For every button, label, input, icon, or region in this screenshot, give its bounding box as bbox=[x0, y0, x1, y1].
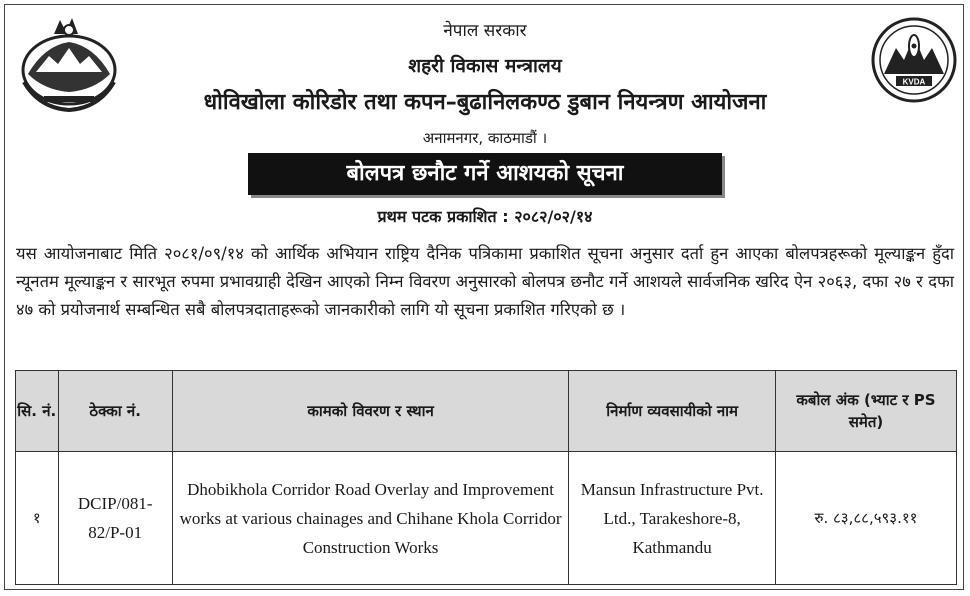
header-description: कामको विवरण र स्थान bbox=[172, 371, 569, 452]
bid-selection-table bbox=[15, 370, 957, 585]
header-contractor: निर्माण व्यवसायीको नाम bbox=[569, 371, 776, 452]
ministry-name: शहरी विकास मन्त्रालय bbox=[408, 55, 562, 77]
cell-sn: १ bbox=[16, 452, 59, 585]
header-sn: सि. नं. bbox=[16, 371, 59, 452]
header-contract-no: ठेक्का नं. bbox=[58, 371, 172, 452]
cell-contractor: Mansun Infrastructure Pvt. Ltd., Tarakeshore-8, Kathmandu bbox=[569, 452, 776, 585]
kvda-logo-text: KVDA bbox=[902, 77, 926, 87]
project-location: अनामनगर, काठमाडौं । bbox=[422, 129, 548, 147]
cell-description: Dhobikhola Corridor Road Overlay and Improvement works at various chainages and Chihane Khola Corridor Construction Works bbox=[172, 452, 569, 585]
notice-title-banner: बोलपत्र छनौट गर्ने आशयको सूचना bbox=[248, 153, 722, 195]
project-name: धोविखोला कोरिडोर तथा कपन–बुढानिलकण्ठ डुबान नियन्त्रण आयोजना bbox=[203, 90, 767, 115]
header-bid-amount: कबोल अंक (भ्याट र PS समेत) bbox=[775, 371, 956, 452]
table-header-row bbox=[16, 371, 957, 452]
government-name: नेपाल सरकार bbox=[443, 21, 527, 41]
table-row bbox=[16, 452, 957, 585]
cell-bid-amount: रु. ८३,८८,५९३.११ bbox=[775, 452, 956, 585]
cell-contract-no: DCIP/081-82/P-01 bbox=[58, 452, 172, 585]
notice-body: यस आयोजनाबाट मिति २०८१/०९/१४ को आर्थिक अभियान राष्ट्रिय दैनिक पत्रिकामा प्रकाशित सूचना अनुसार दर्ता हुन आएका बोलपत्रहरूको मूल्याङ्कन हुँदा न्यूनतम मूल्याङ्कन र सारभूत रुपमा प्रभावग्राही देखिन आएको निम्न विवरण अनुसारको बोलपत्र छनौट गर्ने आशयले सार्वजनिक खरिद ऐन २०६३, दफा २७ र दफा ४७ को प्रयोजनार्थ सम्बन्धित सबै बोलपत्रदाताहरूको जानकारीको लागि यो सूचना प्रकाशित गरिएको छ । bbox=[16, 244, 954, 319]
publication-date: प्रथम पटक प्रकाशित : २०८२/०२/१४ bbox=[377, 207, 593, 226]
